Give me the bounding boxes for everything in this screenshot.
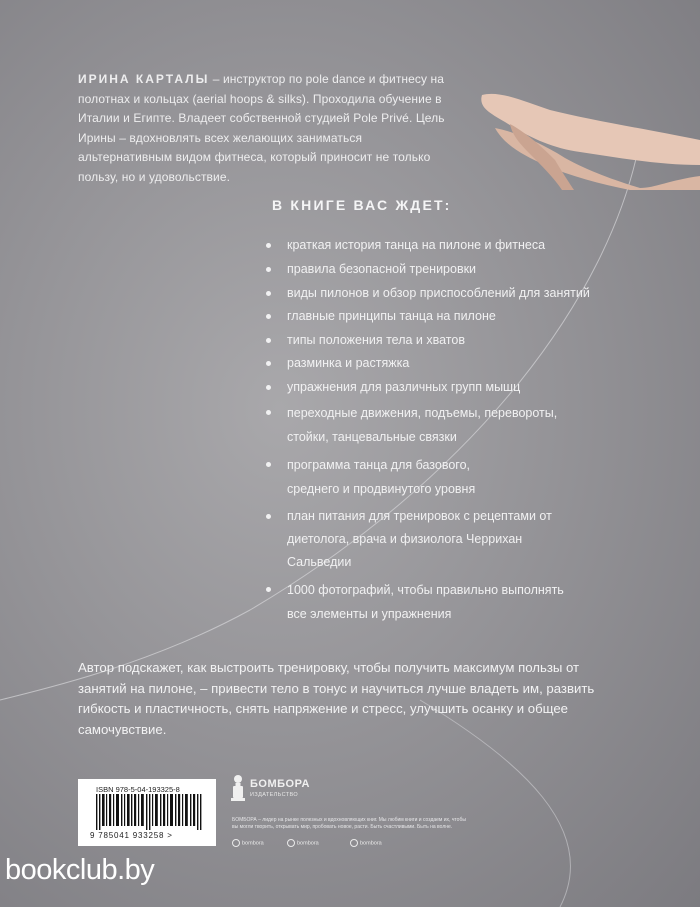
bullet-icon — [266, 314, 271, 319]
dancer-feet-image — [470, 80, 700, 190]
list-item: главные принципы танца на пилоне — [266, 307, 656, 327]
social-link-youtube[interactable]: bombora — [350, 839, 382, 847]
bullet-icon — [266, 338, 271, 343]
publisher-subtitle: ИЗДАТЕЛЬСТВО — [250, 792, 299, 798]
bullet-icon — [266, 462, 271, 467]
list-item: программа танца для базового, среднего и продвинутого уровня — [266, 453, 517, 501]
bullet-icon — [266, 410, 271, 415]
author-name: ИРИНА КАРТАЛЫ — [78, 72, 210, 86]
book-summary: Автор подскажет, как выстроить тренировку, чтобы получить максимум пользы от занятий на пилоне, – привести тело в тонус и научиться лучше владеть им, развить гибкость и пластичность, снять напряжение и стресс, улучшить осанку и общее самочувствие. — [78, 660, 595, 737]
bullet-icon — [266, 267, 271, 272]
bullet-icon — [266, 385, 271, 390]
author-bio — [78, 70, 448, 187]
contents-list — [266, 236, 656, 626]
list-item: план питания для тренировок с рецептами от диетолога, врача и физиолога Черрихан Сальведии — [266, 505, 587, 574]
bullet-icon — [266, 243, 271, 248]
list-item: правила безопасной тренировки — [266, 260, 656, 280]
bullet-icon — [266, 361, 271, 366]
barcode-number: 9 785041 933258 > — [90, 831, 173, 840]
instagram-icon — [287, 839, 295, 847]
bullet-icon — [266, 291, 271, 296]
author-bio-text: – инструктор по pole dance и фитнесу на полотнах и кольцах (aerial hoops & silks). Проходила обучение в Италии и Египте. Владеет собственной студией Pole Privé. Цель Ирины – вдохновлять всех желающих заниматься альтернативным видом фитнеса, который приносит не только пользу, но и удовольствие. — [78, 72, 445, 184]
bullet-icon — [266, 587, 271, 592]
youtube-icon — [350, 839, 358, 847]
list-item: краткая история танца на пилоне и фитнеса — [266, 236, 656, 256]
list-item: виды пилонов и обзор приспособлений для занятий — [266, 284, 656, 304]
publisher-block — [228, 774, 488, 848]
publisher-logo-icon — [228, 774, 248, 802]
bullet-icon — [266, 514, 271, 519]
isbn-text: ISBN 978-5-04-193325-8 — [96, 785, 180, 794]
vk-icon — [232, 839, 240, 847]
contents-heading: В КНИГЕ ВАС ЖДЕТ: — [272, 197, 452, 213]
social-link-vk[interactable]: bombora — [232, 839, 264, 847]
social-link-instagram[interactable]: bombora — [287, 839, 319, 847]
list-item: упражнения для различных групп мышц — [266, 378, 656, 398]
list-item: переходные движения, подъемы, перевороты, стойки, танцевальные связки — [266, 401, 577, 449]
social-links — [232, 839, 482, 849]
list-item: 1000 фотографий, чтобы правильно выполнять все элементы и упражнения — [266, 578, 577, 626]
list-item: разминка и растяжка — [266, 354, 656, 374]
barcode-icon — [96, 794, 204, 830]
publisher-name: БОМБОРА — [250, 778, 310, 790]
list-item: типы положения тела и хватов — [266, 331, 656, 351]
watermark-text: bookclub.by — [5, 854, 155, 886]
publisher-description: БОМБОРА – лидер на рынке полезных и вдохновляющих книг. Мы любим книги и создаем их, чтобы вы могли творить, открывать мир, пробовать новое, расти. Быть счастливыми. Быть на волне. — [232, 817, 466, 830]
